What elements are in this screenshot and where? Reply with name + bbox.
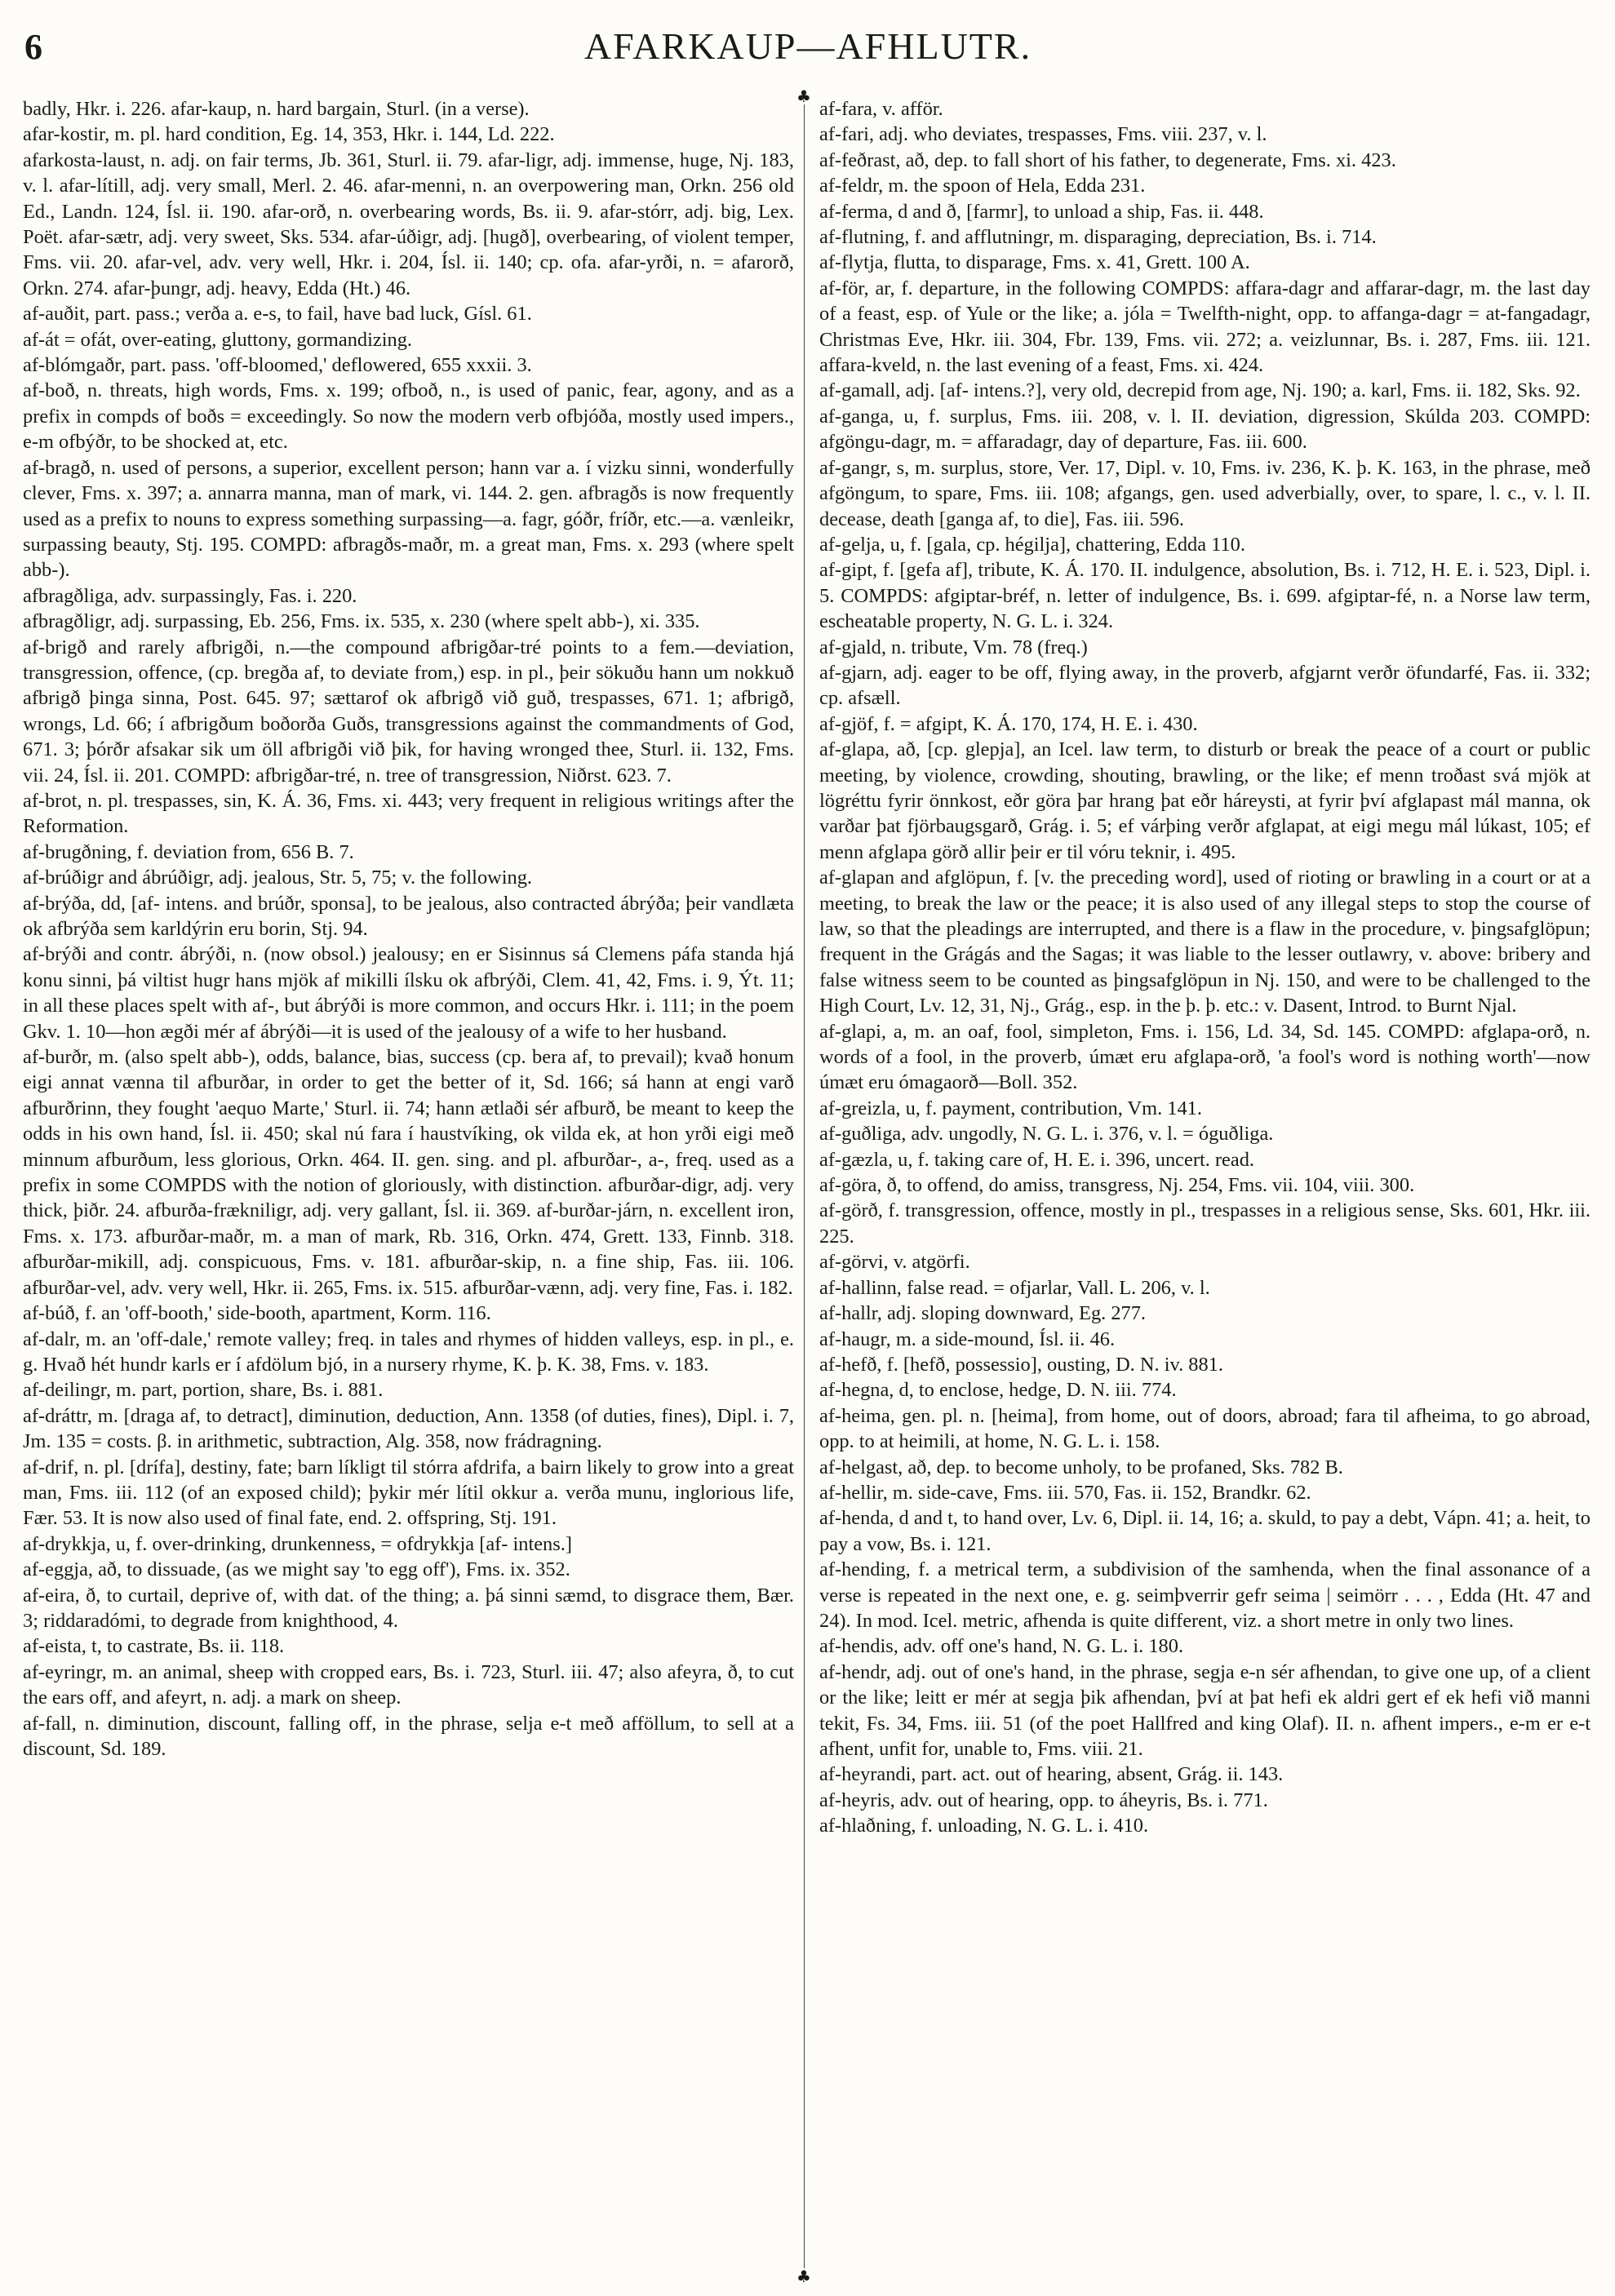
- entry: af-ferma, d and ð, [farmr], to unload a ship, Fas. ii. 448.: [819, 200, 1264, 223]
- entry: af-át = ofát, over-eating, gluttony, gormandizing.: [23, 328, 412, 351]
- entry: af-búð, f. an 'off-booth,' side-booth, apartment, Korm. 116.: [23, 1302, 491, 1325]
- entry: af-hellir, m. side-cave, Fms. iii. 570, Fas. ii. 152, Brandkr. 62.: [819, 1481, 1311, 1504]
- entry: af-fall, n. diminution, discount, falling off, in the phrase, selja e-t með afföllum, to sell at a discount, Sd. 189.: [23, 1712, 794, 1760]
- entry: af-haugr, m. a side-mound, Ísl. ii. 46.: [819, 1328, 1116, 1350]
- entry: af-gamall, adj. [af- intens.?], very old, decrepid from age, Nj. 190; a. karl, Fms. ii. 182, Sks. 92.: [819, 379, 1581, 402]
- entry: af-gelja, u, f. [gala, cp. hégilja], chattering, Edda 110.: [819, 533, 1245, 556]
- entry: af-hendis, adv. off one's hand, N. G. L. i. 180.: [819, 1635, 1184, 1658]
- entry: af-hlaðning, f. unloading, N. G. L. i. 410.: [819, 1815, 1149, 1837]
- entry: af-brugðning, f. deviation from, 656 B. 7.: [23, 840, 354, 863]
- entry: af-heyrandi, part. act. out of hearing, absent, Grág. ii. 143.: [819, 1763, 1284, 1786]
- entry: af-eggja, að, to dissuade, (as we might say 'to egg off'), Fms. ix. 352.: [23, 1558, 570, 1581]
- entry: af-hallr, adj. sloping downward, Eg. 277.: [819, 1302, 1147, 1325]
- entry: af-görvi, v. atgörfi.: [819, 1251, 970, 1274]
- entry: af-deilingr, m. part, portion, share, Bs. i. 881.: [23, 1379, 384, 1402]
- entry: af-gangr, s, m. surplus, store, Ver. 17, Dipl. v. 10, Fms. iv. 236, K. þ. K. 163, in the phrase, með afgöngum, to spare, Fms. iii. 108; afgangs, gen. used adverbially, over, to spare, l. c., v. l. II. decease, death [ganga af, to die], Fas. iii. 596.: [819, 456, 1591, 530]
- left-column: [23, 96, 794, 2267]
- page-number: 6: [24, 27, 42, 67]
- entry: af-feðrast, að, dep. to fall short of his father, to degenerate, Fms. xi. 423.: [819, 148, 1396, 171]
- entry: af-hending, f. a metrical term, a subdivision of the samhenda, when the final assonance of a verse is repeated in the next one, e. g. seimþverrir gefr seima | seimörr . . . , Edda (Ht. 47 and 24). In mod. Icel. metric, afhenda is quite different, viz. a short metre in only two lines.: [819, 1558, 1591, 1632]
- entry: af-auðit, part. pass.; verða a. e-s, to fail, have bad luck, Gísl. 61.: [23, 303, 532, 326]
- entry: af-eyringr, m. an animal, sheep with cropped ears, Bs. i. 723, Sturl. iii. 47; also afeyra, ð, to cut the ears off, and afeyrt, n. adj. a mark on sheep.: [23, 1660, 794, 1709]
- entry: af-drif, n. pl. [drífa], destiny, fate; barn líkligt til stórra afdrifa, a bairn likely to grow into a great man, Fms. iii. 112 (of an exposed child); þykir mér lítil okkur a. verða munu, inglorious life, Fær. 53. It is now also used of final fate, end. 2. offspring, Stj. 191.: [23, 1456, 794, 1530]
- entry: afbragðligr, adj. surpassing, Eb. 256, Fms. ix. 535, x. 230 (where spelt abb-), xi. 335.: [23, 610, 700, 633]
- entry: af-eira, ð, to curtail, deprive of, with dat. of the thing; a. þá sinni sæmd, to disgrace them, Bær. 3; riddaradómi, to degrade from knighthood, 4.: [23, 1584, 794, 1632]
- entry: afar-kostir, m. pl. hard condition, Eg. 14, 353, Hkr. i. 144, Ld. 222.: [23, 123, 555, 146]
- column-divider: [804, 96, 805, 2276]
- entry: af-flytja, flutta, to disparage, Fms. x. 41, Grett. 100 A.: [819, 251, 1250, 274]
- entry: af-glapan and afglöpun, f. [v. the preceding word], used of rioting or brawling in a court or at a meeting, to break the law or the peace; it is also used of any illegal steps to stop the course of law, so that the pleadings are interrupted, and there is a flaw in the procedure, v. þingsafglöpun; frequent in the Grágás and the Sagas; it was liable to the lesser outlawry, v. above: bribery and false witness seem to be counted as þingsafglöpun in Nj. 150, and were to be challenged to the High Court, Lv. 12, 31, Nj., Grág., esp. in the þ. þ. etc.: v. Dasent, Introd. to Burnt Njal.: [819, 867, 1591, 1017]
- entry: af-eista, t, to castrate, Bs. ii. 118.: [23, 1635, 285, 1658]
- entry: af-heyris, adv. out of hearing, opp. to áheyris, Bs. i. 771.: [819, 1788, 1268, 1811]
- entry: af-brýða, dd, [af- intens. and brúðr, sponsa], to be jealous, also contracted ábrýða; þeir vandlæta ok afbrýða sem karldýrin eru borin, Stj. 94.: [23, 892, 794, 940]
- entry: badly, Hkr. i. 226. afar-kaup, n. hard bargain, Sturl. (in a verse).: [23, 98, 530, 120]
- entry: af-bragð, n. used of persons, a superior, excellent person; hann var a. í vizku sinni, wonderfully clever, Fms. x. 397; a. annarra manna, man of mark, vi. 144. 2. gen. afbragðs is now frequently used as a prefix to nouns to express something surpassing—a. fagr, góðr, fríðr, etc.—a. vænleikr, surpassing beauty, Stj. 195. COMPD: afbragðs-maðr, m. a great man, Fms. x. 293 (where spelt abb-).: [23, 456, 794, 582]
- entry: af-feldr, m. the spoon of Hela, Edda 231.: [819, 175, 1146, 197]
- entry: af-flutning, f. and afflutningr, m. disparaging, depreciation, Bs. i. 714.: [819, 226, 1377, 249]
- entry: af-gjöf, f. = afgipt, K. Á. 170, 174, H. E. i. 430.: [819, 712, 1198, 735]
- entry: af-gjarn, adj. eager to be off, flying away, in the proverb, afgjarnt verðr öfundarfé, Fas. ii. 332; cp. afsæll.: [819, 661, 1591, 710]
- entry: af-göra, ð, to offend, do amiss, transgress, Nj. 254, Fms. vii. 104, viii. 300.: [819, 1174, 1415, 1197]
- entry: af-glapa, að, [cp. glepja], an Icel. law term, to disturb or break the peace of a court or public meeting, by violence, crowding, shouting, brawling, or the like; ef menn troðast svá mjök at lögréttu fyrir önnkost, eðr göra þar hrang þat eðr háreysti, at fyrir því afglapast mál manna, ok varðar þat fjörbaugsgarð, Grág. i. 5; ef várþing verðr afglapat, at eigi megu mál lúkast, 105; ef menn afglapa görð allir þeir er til vóru teknir, i. 495.: [819, 738, 1591, 863]
- entry: af-boð, n. threats, high words, Fms. x. 199; ofboð, n., is used of panic, fear, agony, and as a prefix in compds of boðs = exceedingly. So now the modern verb ofbjóða, mostly used impers., e-m ofbýðr, to be shocked at, etc.: [23, 379, 794, 454]
- entry: af-brýði and contr. ábrýði, n. (now obsol.) jealousy; en er Sisinnus sá Clemens páfa standa hjá konu sinni, þá viltist hugr hans mjök af mikilli ílsku ok afbrýði, Clem. 41, 42, Fms. i. 9, Ýt. 11; in all these places spelt with af-, but ábrýði is more common, and occurs Hkr. i. 111; in the poem Gkv. 1. 10—hon ægði mér af ábrýði—it is used of the jealousy of a wife to her husband.: [23, 943, 794, 1043]
- right-column: [819, 96, 1591, 2267]
- entry: af-fari, adj. who deviates, trespasses, Fms. viii. 237, v. l.: [819, 123, 1267, 146]
- entry: af-blómgaðr, part. pass. 'off-bloomed,' deflowered, 655 xxxii. 3.: [23, 354, 532, 377]
- entry: af-drykkja, u, f. over-drinking, drunkenness, = ofdrykkja [af- intens.]: [23, 1532, 572, 1555]
- entry: af-brigð and rarely afbrigði, n.—the compound afbrigðar-tré points to a fem.—deviation, transgression, offence, (cp. bregða af, to deviate from,) esp. in pl., þeir sökuðu hann um nokkuð afbrigð þinga sinna, Post. 645. 97; sættarof ok afbrigð við guð, trespasses, 671. 1; afbrigð, wrongs, Ld. 66; í afbrigðum boðorða Guðs, transgressions against the commandments of God, 671. 3; þórðr afsakar sik um öll afbrigði við þik, for having wronged thee, Sturl. ii. 132, Fms. vii. 24, Ísl. ii. 201. COMPD: afbrigðar-tré, n. tree of transgression, Niðrst. 623. 7.: [23, 636, 794, 787]
- entry: af-heima, gen. pl. n. [heima], from home, out of doors, abroad; fara til afheima, to go abroad, opp. to at heimili, at home, N. G. L. i. 158.: [819, 1404, 1591, 1453]
- entry: af-hegna, d, to enclose, hedge, D. N. iii. 774.: [819, 1379, 1177, 1402]
- entry: af-henda, d and t, to hand over, Lv. 6, Dipl. ii. 14, 16; a. skuld, to pay a debt, Vápn. 41; a. heit, to pay a vow, Bs. i. 121.: [819, 1507, 1591, 1555]
- ornament-top-icon: ♣: [796, 86, 811, 106]
- ornament-bottom-icon: ♣: [796, 2267, 811, 2286]
- entry: af-brúðigr and ábrúðigr, adj. jealous, Str. 5, 75; v. the following.: [23, 867, 533, 889]
- entry: af-gjald, n. tribute, Vm. 78 (freq.): [819, 636, 1088, 658]
- entry: af-dráttr, m. [draga af, to detract], diminution, deduction, Ann. 1358 (of duties, fines), Dipl. i. 7, Jm. 135 = costs. β. in arithmetic, subtraction, Alg. 358, now frádragning.: [23, 1404, 794, 1453]
- entry: af-dalr, m. an 'off-dale,' remote valley; freq. in tales and rhymes of hidden valleys, esp. in pl., e. g. Hvað hét hundr karls er í afdölum bjó, in a nursery rhyme, K. þ. K. 38, Fms. v. 183.: [23, 1328, 794, 1376]
- entry: af-hallinn, false read. = ofjarlar, Vall. L. 206, v. l.: [819, 1276, 1210, 1299]
- entry: af-ganga, u, f. surplus, Fms. iii. 208, v. l. II. deviation, digression, Skúlda 203. COMPD: afgöngu-dagr, m. = affaradagr, day of departure, Fas. iii. 600.: [819, 405, 1591, 454]
- entry: af-greizla, u, f. payment, contribution, Vm. 141.: [819, 1097, 1202, 1119]
- entry: af-glapi, a, m. an oaf, fool, simpleton, Fms. i. 156, Ld. 34, Sd. 145. COMPD: afglapa-orð, n. words of a fool, in the proverb, úmæt eru afglapa-orð, 'a fool's word is nothing worth'—now úmæt eru ómagaorð—Boll. 352.: [819, 1020, 1591, 1094]
- entry: af-guðliga, adv. ungodly, N. G. L. i. 376, v. l. = óguðliga.: [819, 1123, 1274, 1146]
- entry: afbragðliga, adv. surpassingly, Fas. i. 220.: [23, 584, 357, 607]
- page-title: AFARKAUP—AFHLUTR.: [583, 25, 1032, 67]
- entry: af-för, ar, f. departure, in the following COMPDS: affara-dagr and affarar-dagr, m. the last day of a feast, esp. of Yule or the like; a. jóla = Twelfth-night, opp. to affanga-dagr = at-fangadagr, Christmas Eve, Hkr. iii. 304, Fbr. 139, Fms. vii. 272; a. veizlunnar, Bs. i. 287, Fms. iii. 121. affara-kveld, n. the last evening of a feast, Fms. xi. 424.: [819, 277, 1591, 377]
- entry: af-fara, v. afför.: [819, 98, 943, 120]
- entry: af-hefð, f. [hefð, possessio], ousting, D. N. iv. 881.: [819, 1353, 1223, 1376]
- entry: af-brot, n. pl. trespasses, sin, K. Á. 36, Fms. xi. 443; very frequent in religious writings after the Reformation.: [23, 789, 794, 838]
- page-header: [24, 16, 1591, 73]
- entry: af-hendr, adj. out of one's hand, in the phrase, segja e-n sér afhendan, to give one up, of a client or the like; leitt er mér at segja þik afhendan, því at þat hefi ek aldri gert ef ek hefi við manni tekit, Fs. 34, Fms. iii. 51 (of the poet Hallfred and king Olaf). II. n. afhent impers., e-m er e-t afhent, unfit for, unable to, Fms. viii. 21.: [819, 1660, 1591, 1760]
- entry: af-gæzla, u, f. taking care of, H. E. i. 396, uncert. read.: [819, 1148, 1254, 1171]
- entry: af-burðr, m. (also spelt abb-), odds, balance, bias, success (cp. bera af, to prevail); kvað honum eigi annat vænna til afburðar, in order to get the better of it, Sd. 166; sá hann at engi varð afburðrinn, they fought 'aequo Marte,' Sturl. ii. 74; hann ætlaði sér afburð, be meant to keep the odds in his own hand, Ísl. ii. 450; skal nú fara í haustvíking, ok vilda ek, at hon yrði eigi með minnum afburðum, less glorious, Orkn. 464. II. gen. sing. and pl. afburðar-, a-, freq. used as a prefix in some COMPDS with the notion of gloriously, with distinction. afburðar-digr, adj. very thick, þiðr. 24. afburða-frækniligr, adj. very gallant, Ísl. ii. 369. af-burðar-járn, n. excellent iron, Fms. x. 173. afburðar-maðr, m. a man of mark, Rb. 316, Orkn. 474, Grett. 133, Finnb. 318. afburðar-mikill, adj. conspicuous, Fms. v. 181. afburðar-skip, n. a fine ship, Fas. iii. 106. afburðar-vel, adv. very well, Hkr. ii. 265, Fms. ix. 515. afburðar-vænn, adj. very fine, Fas. i. 182.: [23, 1046, 794, 1299]
- entry: af-helgast, að, dep. to become unholy, to be profaned, Sks. 782 B.: [819, 1456, 1343, 1478]
- entry: af-görð, f. transgression, offence, mostly in pl., trespasses in a religious sense, Sks. 601, Hkr. iii. 225.: [819, 1199, 1591, 1248]
- entry: af-gipt, f. [gefa af], tribute, K. Á. 170. II. indulgence, absolution, Bs. i. 712, H. E. i. 523, Dipl. i. 5. COMPDS: afgiptar-bréf, n. letter of indulgence, Bs. i. 699. afgiptar-fé, n. a Norse law term, escheatable property, N. G. L. i. 324.: [819, 559, 1591, 633]
- entry: afarkosta-laust, n. adj. on fair terms, Jb. 361, Sturl. ii. 79. afar-ligr, adj. immense, huge, Nj. 183, v. l. afar-lítill, adj. very small, Merl. 2. 46. afar-menni, n. an overpowering man, Orkn. 256 old Ed., Landn. 124, Ísl. ii. 190. afar-orð, n. overbearing words, Bs. ii. 9. afar-stórr, adj. big, Lex. Poët. afar-sætr, adj. very sweet, Sks. 534. afar-úðigr, adj. [hugð], overbearing, of violent temper, Fms. vii. 20. afar-vel, adv. very well, Hkr. i. 204, Ísl. ii. 140; cp. ofa. afar-yrði, n. = afarorð, Orkn. 274. afar-þungr, adj. heavy, Edda (Ht.) 46.: [23, 148, 794, 299]
